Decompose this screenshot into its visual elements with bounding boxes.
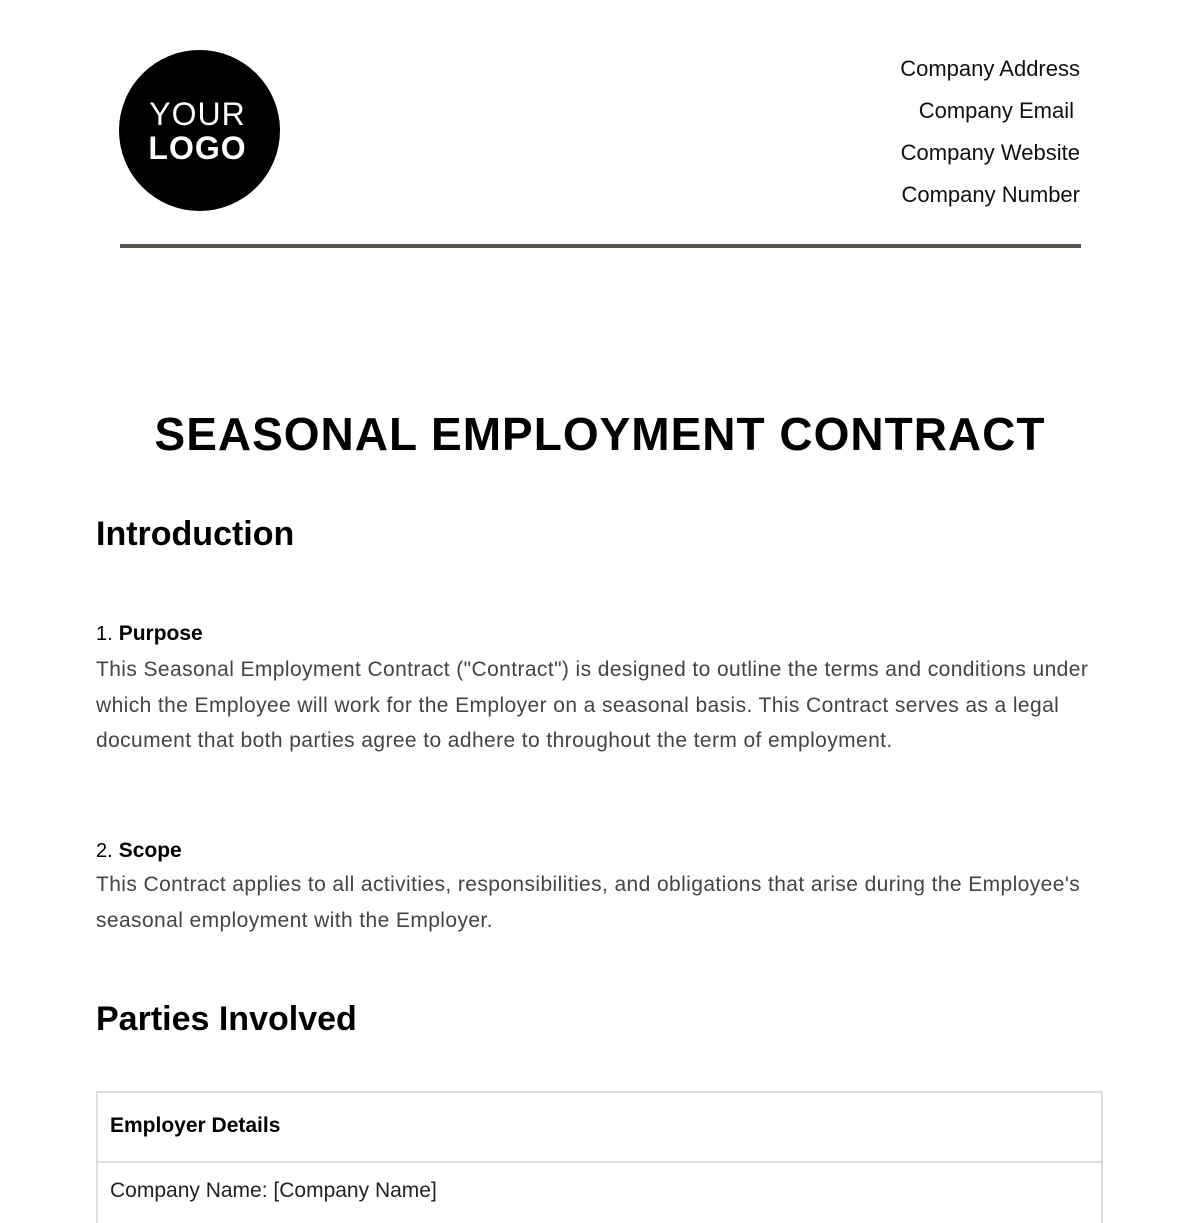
scope-body: This Contract applies to all activities, responsibilities, and obligations that arise during the Employee's seasonal employment with the Employer. bbox=[96, 873, 1081, 932]
company-info bbox=[900, 55, 1080, 223]
company-address: Company Address bbox=[900, 56, 1080, 81]
company-logo bbox=[119, 50, 280, 211]
company-website: Company Website bbox=[900, 140, 1080, 165]
company-number: Company Number bbox=[901, 182, 1080, 207]
company-email: Company Email bbox=[918, 98, 1074, 123]
employer-details-header: Employer Details bbox=[98, 1093, 1101, 1163]
header-divider bbox=[120, 244, 1081, 248]
purpose-title bbox=[96, 620, 203, 648]
purpose-body: This Seasonal Employment Contract ("Contract") is designed to outline the terms and conditions under which the Employee will work for the Employer on a seasonal basis. This Contract serves as a legal document that both parties agree to adhere to throughout the term of employment. bbox=[96, 658, 1089, 752]
parties-heading: Parties Involved bbox=[96, 1000, 357, 1038]
employer-details-table bbox=[96, 1091, 1103, 1223]
scope-number: 2. bbox=[96, 840, 113, 862]
scope-title bbox=[96, 837, 182, 865]
scope-label: Scope bbox=[118, 839, 182, 862]
company-name-row: Company Name: [Company Name] bbox=[110, 1179, 437, 1202]
introduction-heading: Introduction bbox=[96, 515, 295, 553]
purpose-number: 1. bbox=[96, 623, 113, 645]
purpose-label: Purpose bbox=[118, 622, 203, 645]
logo-text-line1: YOUR bbox=[149, 95, 246, 132]
logo-text-line2: LOGO bbox=[148, 129, 247, 166]
document-title: SEASONAL EMPLOYMENT CONTRACT bbox=[154, 408, 1046, 460]
